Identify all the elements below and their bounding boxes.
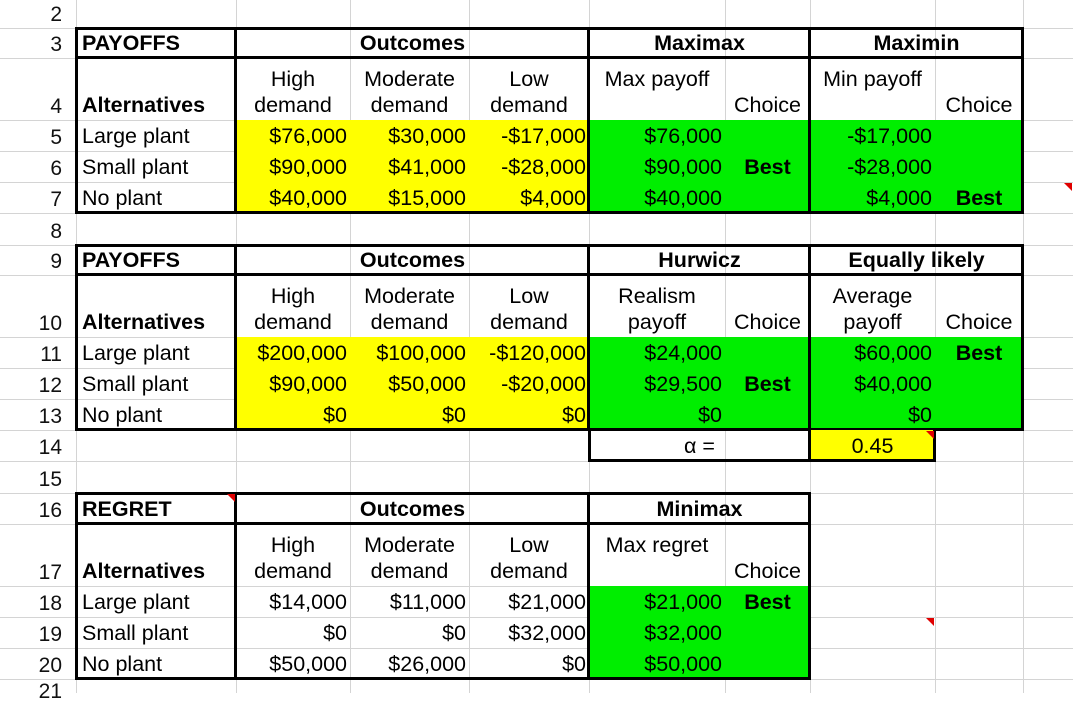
header-line: Moderate [364,533,455,557]
choice-header[interactable]: Choice [945,310,1013,334]
comment-marker-icon[interactable] [1064,183,1072,191]
criterion-value-cell[interactable]: $24,000 [644,341,722,365]
criterion-value-cell[interactable]: $40,000 [854,372,932,396]
alternatives-header[interactable]: Alternatives [82,310,206,334]
criterion-title[interactable]: Maximax [654,31,745,55]
criterion-value-cell[interactable]: $4,000 [866,186,932,210]
header-line: Max payoff [604,67,710,91]
row-header[interactable]: 5 [50,126,62,149]
header-line: Low [509,67,549,91]
row-header[interactable]: 14 [38,436,62,459]
criterion-value-cell[interactable]: $76,000 [644,124,722,148]
criterion-value-cell[interactable]: $0 [698,403,722,427]
alternative-name[interactable]: Small plant [82,621,189,645]
payoff-cell[interactable]: $11,000 [389,590,466,614]
border-box [588,429,811,462]
payoff-cell[interactable]: $50,000 [269,652,347,676]
criterion-value-cell[interactable]: $90,000 [644,155,722,179]
choice-header[interactable]: Choice [734,559,801,583]
border-box [588,244,811,431]
comment-marker-icon[interactable] [926,618,934,626]
outcomes-header[interactable]: Outcomes [359,497,466,521]
alternative-name[interactable]: Large plant [82,341,190,365]
header-line: High [270,67,316,91]
header-line: demand [254,310,332,334]
payoff-cell[interactable]: $200,000 [257,341,347,365]
payoff-cell[interactable]: $100,000 [376,341,466,365]
header-line: Max regret [605,533,709,557]
payoff-cell[interactable]: -$17,000 [501,124,586,148]
criterion-title[interactable]: Maximin [873,31,960,55]
alternative-name[interactable]: Large plant [82,124,190,148]
criterion-value-cell[interactable]: $0 [908,403,932,427]
header-line: demand [254,93,332,117]
payoff-cell[interactable]: $4,000 [520,186,586,210]
row-header[interactable]: 19 [38,623,62,646]
criterion-value-cell[interactable]: $50,000 [644,652,722,676]
header-line: demand [370,559,449,583]
alternative-name[interactable]: Small plant [82,155,189,179]
table-title[interactable]: REGRET [82,497,172,521]
header-line: payoff [627,310,687,334]
alternative-name[interactable]: No plant [82,186,163,210]
row-header[interactable]: 8 [50,220,62,243]
border-box [809,244,1024,431]
border-box [235,244,590,431]
header-line: demand [370,310,449,334]
row-header[interactable]: 18 [38,592,62,615]
choice-cell[interactable]: Best [744,372,791,396]
header-line: payoff [843,310,902,334]
criterion-value-cell[interactable]: $29,500 [644,372,722,396]
border-box [235,27,590,214]
criterion-value-cell[interactable]: $40,000 [644,186,722,210]
header-line: demand [490,559,568,583]
row-header[interactable]: 9 [50,250,62,273]
payoff-cell[interactable]: -$20,000 [501,372,586,396]
header-line: High [270,284,316,308]
payoff-cell[interactable]: $41,000 [388,155,466,179]
payoff-cell[interactable]: $0 [562,403,586,427]
header-line: demand [370,93,449,117]
criterion-title[interactable]: Minimax [656,497,743,521]
border-box [235,492,590,680]
row-header[interactable]: 6 [50,157,62,180]
choice-cell[interactable]: Best [744,590,791,614]
row-header[interactable]: 3 [50,33,62,56]
payoff-cell[interactable]: -$28,000 [501,155,586,179]
header-line: Average [832,284,913,308]
payoff-cell[interactable]: $50,000 [388,372,466,396]
criterion-value-cell[interactable]: $60,000 [854,341,932,365]
choice-header[interactable]: Choice [734,93,801,117]
choice-cell[interactable]: Best [955,341,1003,365]
header-line: demand [490,93,568,117]
criterion-value-cell[interactable]: -$28,000 [847,155,932,179]
row-header[interactable]: 10 [38,312,62,335]
alternatives-header[interactable]: Alternatives [82,93,206,117]
header-line: Min payoff [823,67,922,91]
border-box [588,27,811,214]
payoff-cell[interactable]: $30,000 [388,124,466,148]
criterion-title[interactable]: Hurwicz [658,248,741,272]
row-header[interactable]: 17 [38,561,62,584]
row-header[interactable]: 7 [50,188,62,211]
choice-cell[interactable]: Best [744,155,791,179]
payoff-cell[interactable]: $0 [323,403,347,427]
alternative-name[interactable]: No plant [82,652,163,676]
payoff-cell[interactable]: $76,000 [269,124,347,148]
alternative-name[interactable]: Large plant [82,590,190,614]
payoff-cell[interactable]: $26,000 [388,652,466,676]
comment-marker-icon[interactable] [926,431,934,439]
alternatives-header[interactable]: Alternatives [82,559,206,583]
header-line: Realism [618,284,696,308]
choice-cell[interactable]: Best [955,186,1003,210]
table-title[interactable]: PAYOFFS [82,248,180,272]
payoff-cell[interactable]: $0 [442,621,466,645]
alternative-name[interactable]: Small plant [82,372,189,396]
criterion-value-cell[interactable]: $32,000 [644,621,722,645]
row-header[interactable]: 13 [38,405,62,428]
payoff-cell[interactable]: -$120,000 [489,341,586,365]
row-header[interactable]: 12 [38,374,62,397]
alternative-name[interactable]: No plant [82,403,163,427]
choice-header[interactable]: Choice [734,310,801,334]
outcomes-header[interactable]: Outcomes [359,248,466,272]
criterion-title[interactable]: Equally likely [848,248,985,272]
criterion-value-cell[interactable]: -$17,000 [847,124,932,148]
table-title[interactable]: PAYOFFS [82,31,180,55]
row-header[interactable]: 11 [40,343,62,366]
row-header[interactable]: 20 [38,654,62,677]
payoff-cell[interactable]: $0 [323,621,347,645]
row-header[interactable]: 15 [38,468,62,491]
row-header[interactable]: 4 [50,95,62,118]
header-line: demand [254,559,332,583]
payoff-cell[interactable]: $14,000 [269,590,347,614]
comment-marker-icon[interactable] [227,494,235,502]
row-header[interactable]: 21 [38,680,62,703]
row-header[interactable]: 16 [38,499,62,522]
criterion-value-cell[interactable]: $21,000 [644,590,722,614]
choice-header[interactable]: Choice [945,93,1013,117]
border-box [588,492,811,680]
row-header[interactable]: 2 [50,3,62,26]
header-line: Moderate [364,67,455,91]
alpha-label[interactable]: α = [684,434,715,458]
outcomes-header[interactable]: Outcomes [359,31,466,55]
header-line: Moderate [364,284,455,308]
payoff-cell[interactable]: $0 [442,403,466,427]
header-line: Low [509,284,549,308]
payoff-cell[interactable]: $21,000 [508,590,586,614]
payoff-cell[interactable]: $90,000 [269,155,347,179]
payoff-cell[interactable]: $32,000 [508,621,586,645]
border-box [809,27,1024,214]
alpha-value-input[interactable]: 0.45 [851,434,894,458]
payoff-cell[interactable]: $0 [562,652,586,676]
header-line: Low [509,533,549,557]
header-line: demand [490,310,568,334]
payoff-cell[interactable]: $40,000 [269,186,347,210]
payoff-cell[interactable]: $15,000 [388,186,466,210]
header-line: High [270,533,316,557]
payoff-cell[interactable]: $90,000 [269,372,347,396]
